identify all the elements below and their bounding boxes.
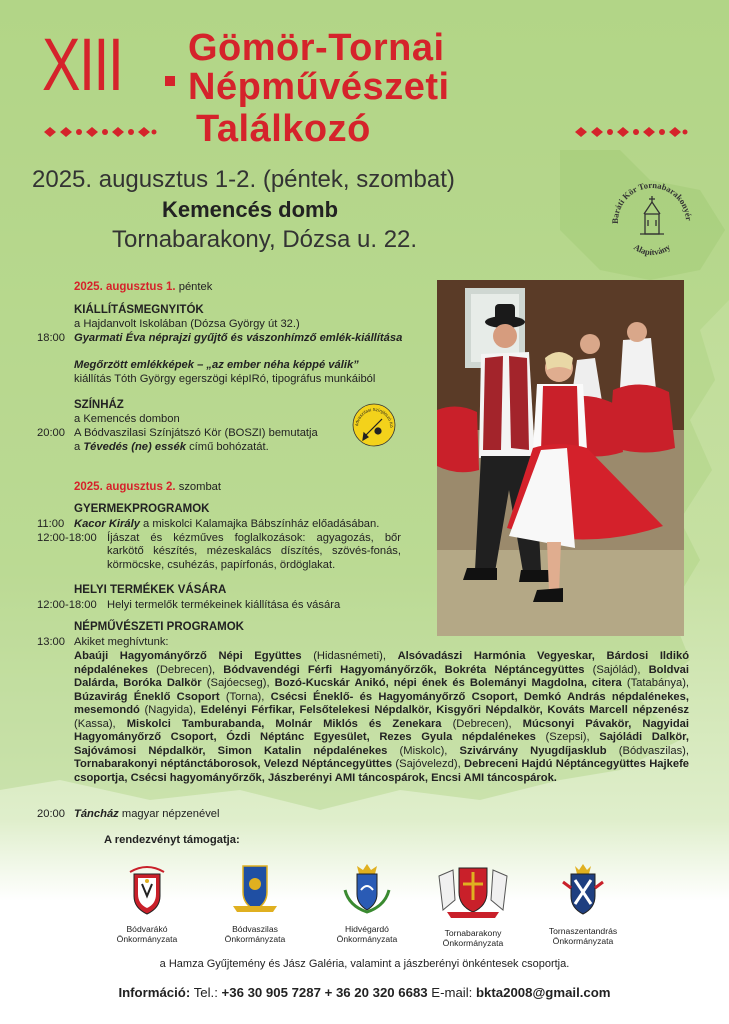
bodvarako-crest-icon bbox=[122, 860, 172, 916]
day2-heading bbox=[74, 481, 221, 494]
performer-name: Encsi AMI táncospárok. bbox=[431, 771, 557, 784]
performer-name: Miskolci Tamburabanda, bbox=[126, 717, 265, 730]
edition-roman-numeral: XIII bbox=[42, 23, 123, 106]
sponsor-3-line2: Önkormányzata bbox=[336, 934, 398, 944]
exhibit-item-2: Megőrzött emlékképek – „az ember néha képpé válik” bbox=[74, 359, 359, 371]
folk-title: NÉPMŰVÉSZETI PROGRAMOK bbox=[74, 621, 244, 633]
dance-title: Táncház bbox=[74, 808, 119, 820]
performer-name: Csécsi hagyományőrzők, bbox=[130, 771, 265, 784]
sponsor-2-line1: Bódvaszilas bbox=[232, 924, 278, 934]
performer-name: Búzavirág Éneklő Csoport bbox=[74, 690, 220, 703]
products-title: HELYI TERMÉKEK VÁSÁRA bbox=[74, 584, 227, 596]
folk-ornament-right-icon bbox=[573, 126, 689, 138]
sponsors-heading: A rendezvényt támogatja: bbox=[104, 834, 240, 846]
day1-heading bbox=[74, 281, 212, 294]
performer-name: Csécsi Éneklő- és Hagyományőrző Csoport, bbox=[270, 690, 518, 703]
performer-name: Múcsonyi Pávakör, bbox=[522, 717, 632, 730]
kids-time-2: 12:00-18:00 bbox=[37, 532, 97, 544]
theatre-title: SZÍNHÁZ bbox=[74, 399, 124, 411]
theatre-prefix: a bbox=[74, 441, 81, 453]
kids-crafts: Íjászat és kézműves foglalkozások: agyagozás, bőr karkötő készítés, mézeskalács díszítés, szövés-fonás, körmöcske, csuhézás, papírfonás, ördöglakat. bbox=[107, 532, 401, 571]
performer-name: Kisgyőri Népdalkör, bbox=[436, 704, 543, 716]
phone-numbers[interactable]: +36 30 905 7287 + 36 20 320 6683 bbox=[221, 985, 428, 1000]
performer-name: Bozó-Kucskár Anikó, népi ének és Bolemányi Magdolna, citera bbox=[274, 677, 622, 689]
performer-name: Boldvai Dalárda, bbox=[74, 663, 690, 689]
tornaszentandras-crest-icon bbox=[555, 860, 611, 918]
folk-intro: Akiket meghívtunk: bbox=[74, 636, 169, 648]
performer-name: Alsóvadászi Harmónia Vegyeskar, bbox=[397, 650, 595, 662]
info-label: Információ: bbox=[118, 985, 191, 1000]
performer-place: (Tatabánya), bbox=[626, 677, 690, 689]
performer-place: (Hidasnémeti), bbox=[313, 650, 386, 662]
event-venue: Kemencés domb bbox=[162, 197, 339, 222]
bodvaszilas-crest-icon bbox=[227, 860, 283, 916]
performer-name: Nagyidai Hagyományőrző Csoport, bbox=[74, 717, 689, 743]
day2-weekday: szombat bbox=[178, 481, 222, 493]
performer-name: Tornabarakonyi néptánctáborosok, bbox=[74, 758, 261, 770]
kids-show bbox=[74, 518, 414, 531]
day2-date: 2025. augusztus 2. bbox=[74, 481, 176, 493]
performer-name: Debreceni Hajdú Néptáncegyüttes Hajkefe csoportja, bbox=[74, 758, 690, 784]
sponsor-tornabarakony bbox=[418, 860, 528, 948]
performer-name: Simon Katalin népdalénekes bbox=[217, 744, 388, 757]
performer-place: (Szepsi), bbox=[545, 731, 590, 743]
performer-name: Edelényi Férfikar, bbox=[200, 704, 295, 716]
seal-top-text: Baráti Kör Tornabarakonyér bbox=[609, 179, 695, 224]
performer-name: Felsőtelekesi Népdalkör, bbox=[299, 704, 432, 716]
exhibit-item-1: Gyarmati Éva néprajzi gyűjtő és vászonhímző emlék-kiállítása bbox=[74, 332, 403, 344]
sponsor-5-line1: Tornaszentandrás bbox=[548, 926, 618, 936]
kids-title: GYERMEKPROGRAMOK bbox=[74, 503, 210, 515]
performer-place: (Kassa), bbox=[74, 717, 116, 730]
contact-info bbox=[0, 985, 729, 1000]
boszi-badge-text: ódvaszilasi Színjátszó Kö bbox=[354, 406, 395, 428]
email-address[interactable]: bkta2008@gmail.com bbox=[476, 985, 611, 1000]
dance-rest: magyar népzenével bbox=[121, 808, 220, 820]
title-line-2: Népművészeti bbox=[188, 66, 450, 108]
thanks-line: a Hamza Gyűjtemény és Jász Galéria, valamint a jászberényi önkéntesek csoportja. bbox=[159, 958, 570, 970]
belfry-icon bbox=[640, 196, 664, 234]
performer-name: Ózdi Néptánc Egyesület, bbox=[226, 731, 370, 743]
performer-name: Velezd Néptáncegyüttes bbox=[263, 758, 393, 770]
theatre-place: a Kemencés dombon bbox=[74, 413, 180, 425]
performer-name: Boróka Dalkör bbox=[123, 677, 202, 689]
performer-name: Jászberényi AMI táncospárok, bbox=[268, 771, 428, 784]
sponsor-1-line1: Bódvarákó bbox=[126, 924, 168, 934]
performer-name: Abaúji Hagyományőrző Népi Együttes bbox=[74, 650, 302, 662]
performer-name: Bódvavendégi Férfi Hagyományőrzők, bbox=[223, 663, 437, 676]
theatre-line-1: A Bódvaszilasi Színjátszó Kör (BOSZI) bemutatja bbox=[74, 427, 318, 439]
performer-name: Bokréta Néptáncegyüttes bbox=[444, 663, 585, 676]
folk-ornament-left-icon bbox=[42, 126, 158, 138]
performer-place: (Miskolc), bbox=[399, 744, 448, 757]
title-line-3: Találkozó bbox=[196, 108, 371, 150]
performer-name: Sajóvámosi Népdalkör, bbox=[74, 744, 206, 757]
performer-place: (Bódvaszilas), bbox=[618, 744, 690, 757]
day1-weekday: péntek bbox=[178, 281, 213, 293]
sponsor-bodvaszilas bbox=[200, 860, 310, 944]
event-date: 2025. augusztus 1-2. (péntek, szombat) bbox=[32, 166, 455, 193]
performer-place: (Torna), bbox=[225, 690, 265, 703]
email-label: E-mail: bbox=[431, 985, 473, 1000]
performer-name: Demkó András népdalénekes, mesemondó bbox=[74, 690, 689, 716]
theatre-suffix: című bohózatát. bbox=[189, 441, 269, 453]
title-line-1: Gömör-Tornai bbox=[188, 27, 445, 69]
theatre-play-title: Tévedés (ne) essék bbox=[83, 441, 186, 453]
performer-name: Szivárvány Nyugdíjasklub bbox=[459, 744, 607, 757]
kids-show-rest: a miskolci Kalamajka Bábszínház előadásában. bbox=[143, 518, 380, 530]
svg-text:Baráti Kör Tornabarakonyért bbox=[604, 170, 694, 224]
phone-label: Tel.: bbox=[193, 985, 218, 1000]
performer-place: (Nagyida), bbox=[144, 704, 197, 716]
performer-place: (Sajólád), bbox=[592, 663, 641, 676]
performer-name: Kováts Marcell népzenész bbox=[547, 704, 690, 716]
products-time: 12:00-18:00 bbox=[37, 599, 97, 611]
boszi-theatre-badge bbox=[352, 403, 396, 447]
event-address: Tornabarakony, Dózsa u. 22. bbox=[112, 226, 418, 253]
sponsor-4-line2: Önkormányzata bbox=[442, 938, 504, 948]
edition-dot bbox=[165, 76, 175, 86]
sponsor-1-line2: Önkormányzata bbox=[116, 934, 178, 944]
performer-list bbox=[74, 650, 689, 785]
dance-time: 20:00 bbox=[37, 808, 65, 820]
performer-name: Molnár Miklós és Zenekara bbox=[275, 717, 442, 730]
products-text: Helyi termelők termékeinek kiállítása és vására bbox=[107, 599, 341, 611]
foundation-seal-logo bbox=[604, 170, 700, 266]
theatre-time: 20:00 bbox=[37, 427, 65, 439]
tornabarakony-crest-icon bbox=[433, 860, 513, 920]
sponsor-tornaszentandras bbox=[528, 860, 638, 946]
performer-name: Rezes Gyula népdalénekes bbox=[379, 731, 536, 743]
sponsor-3-line1: Hidvégardó bbox=[345, 924, 389, 934]
sponsor-5-line2: Önkormányzata bbox=[552, 936, 614, 946]
performer-name: Sajóládi Dalkör, bbox=[599, 731, 690, 743]
performer-place: (Debrecen), bbox=[156, 663, 216, 676]
folk-time: 13:00 bbox=[37, 636, 65, 648]
performer-place: (Debrecen), bbox=[452, 717, 512, 730]
theatre-line-2 bbox=[74, 441, 269, 454]
hidvegardo-crest-icon bbox=[339, 860, 395, 916]
day1-date: 2025. augusztus 1. bbox=[74, 281, 176, 293]
performer-name: Bárdosi Ildikó népdalénekes bbox=[74, 650, 690, 676]
kids-time-1: 11:00 bbox=[37, 518, 65, 530]
performer-place: (Sajóvelezd), bbox=[395, 758, 461, 770]
exhibit-item-3: kiállítás Tóth György egerszögi képIRó, tipográfus munkáiból bbox=[74, 373, 376, 385]
exhibit-title: KIÁLLÍTÁSMEGNYITÓK bbox=[74, 304, 204, 316]
sponsor-4-line1: Tornabarakony bbox=[444, 928, 502, 938]
sponsor-hidvegardo bbox=[312, 860, 422, 944]
exhibit-place: a Hajdanvolt Iskolában (Dózsa György út 32.) bbox=[74, 318, 300, 330]
performer-place: (Sajóecseg), bbox=[206, 677, 270, 689]
exhibit-time: 18:00 bbox=[37, 332, 65, 344]
kids-show-title: Kacor Király bbox=[74, 518, 140, 530]
seal-bottom-text: Alapítvány bbox=[631, 241, 673, 258]
svg-text:Alapítvány bbox=[632, 241, 673, 257]
sponsor-bodvarako bbox=[92, 860, 202, 944]
sponsor-2-line2: Önkormányzata bbox=[224, 934, 286, 944]
dance-line bbox=[74, 808, 220, 821]
folk-dancers-photo bbox=[437, 280, 684, 636]
